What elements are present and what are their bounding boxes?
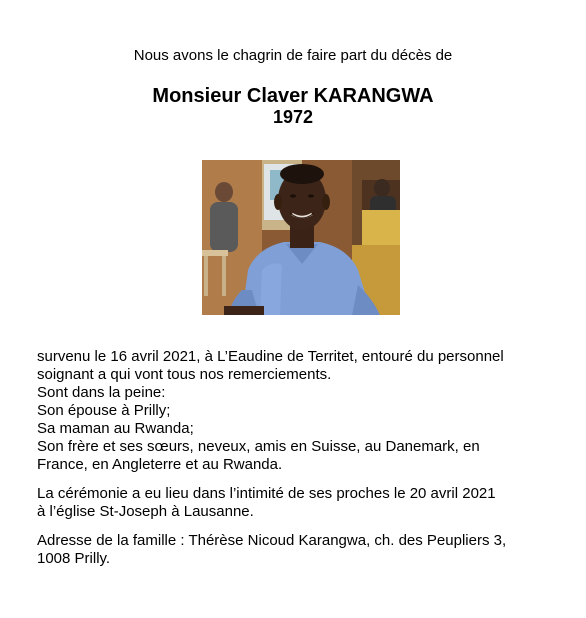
- mourner-line: France, en Angleterre et au Rwanda.: [37, 456, 283, 473]
- mourner-line: Son frère et ses sœurs, neveux, amis en Suisse, au Danemark, en: [37, 438, 480, 455]
- ceremony-paragraph: [37, 485, 557, 521]
- birth-year: 1972: [272, 107, 314, 127]
- ceremony-line: à l’église St-Joseph à Lausanne.: [37, 503, 254, 520]
- portrait-photo: [202, 160, 400, 315]
- mourners-heading: Sont dans la peine:: [37, 384, 166, 401]
- address-paragraph: [37, 532, 557, 568]
- ceremony-line: La cérémonie a eu lieu dans l’intimité de ses proches le 20 avril 2021: [37, 485, 496, 502]
- deceased-name: Monsieur Claver KARANGWA: [152, 85, 434, 107]
- announcement-paragraph: [37, 348, 557, 474]
- address-line: 1008 Prilly.: [37, 550, 111, 567]
- notice-body: [37, 348, 557, 568]
- announcement-line: survenu le 16 avril 2021, à L’Eaudine de Territet, entouré du personnel: [37, 348, 504, 365]
- address-line: Adresse de la famille : Thérèse Nicoud Karangwa, ch. des Peupliers 3,: [37, 532, 507, 549]
- mourner-line: Sa maman au Rwanda;: [37, 420, 194, 437]
- mourner-line: Son épouse à Prilly;: [37, 402, 171, 419]
- announcement-line: soignant a qui vont tous nos remerciements.: [37, 366, 332, 383]
- intro-text: Nous avons le chagrin de faire part du décès de: [133, 47, 453, 64]
